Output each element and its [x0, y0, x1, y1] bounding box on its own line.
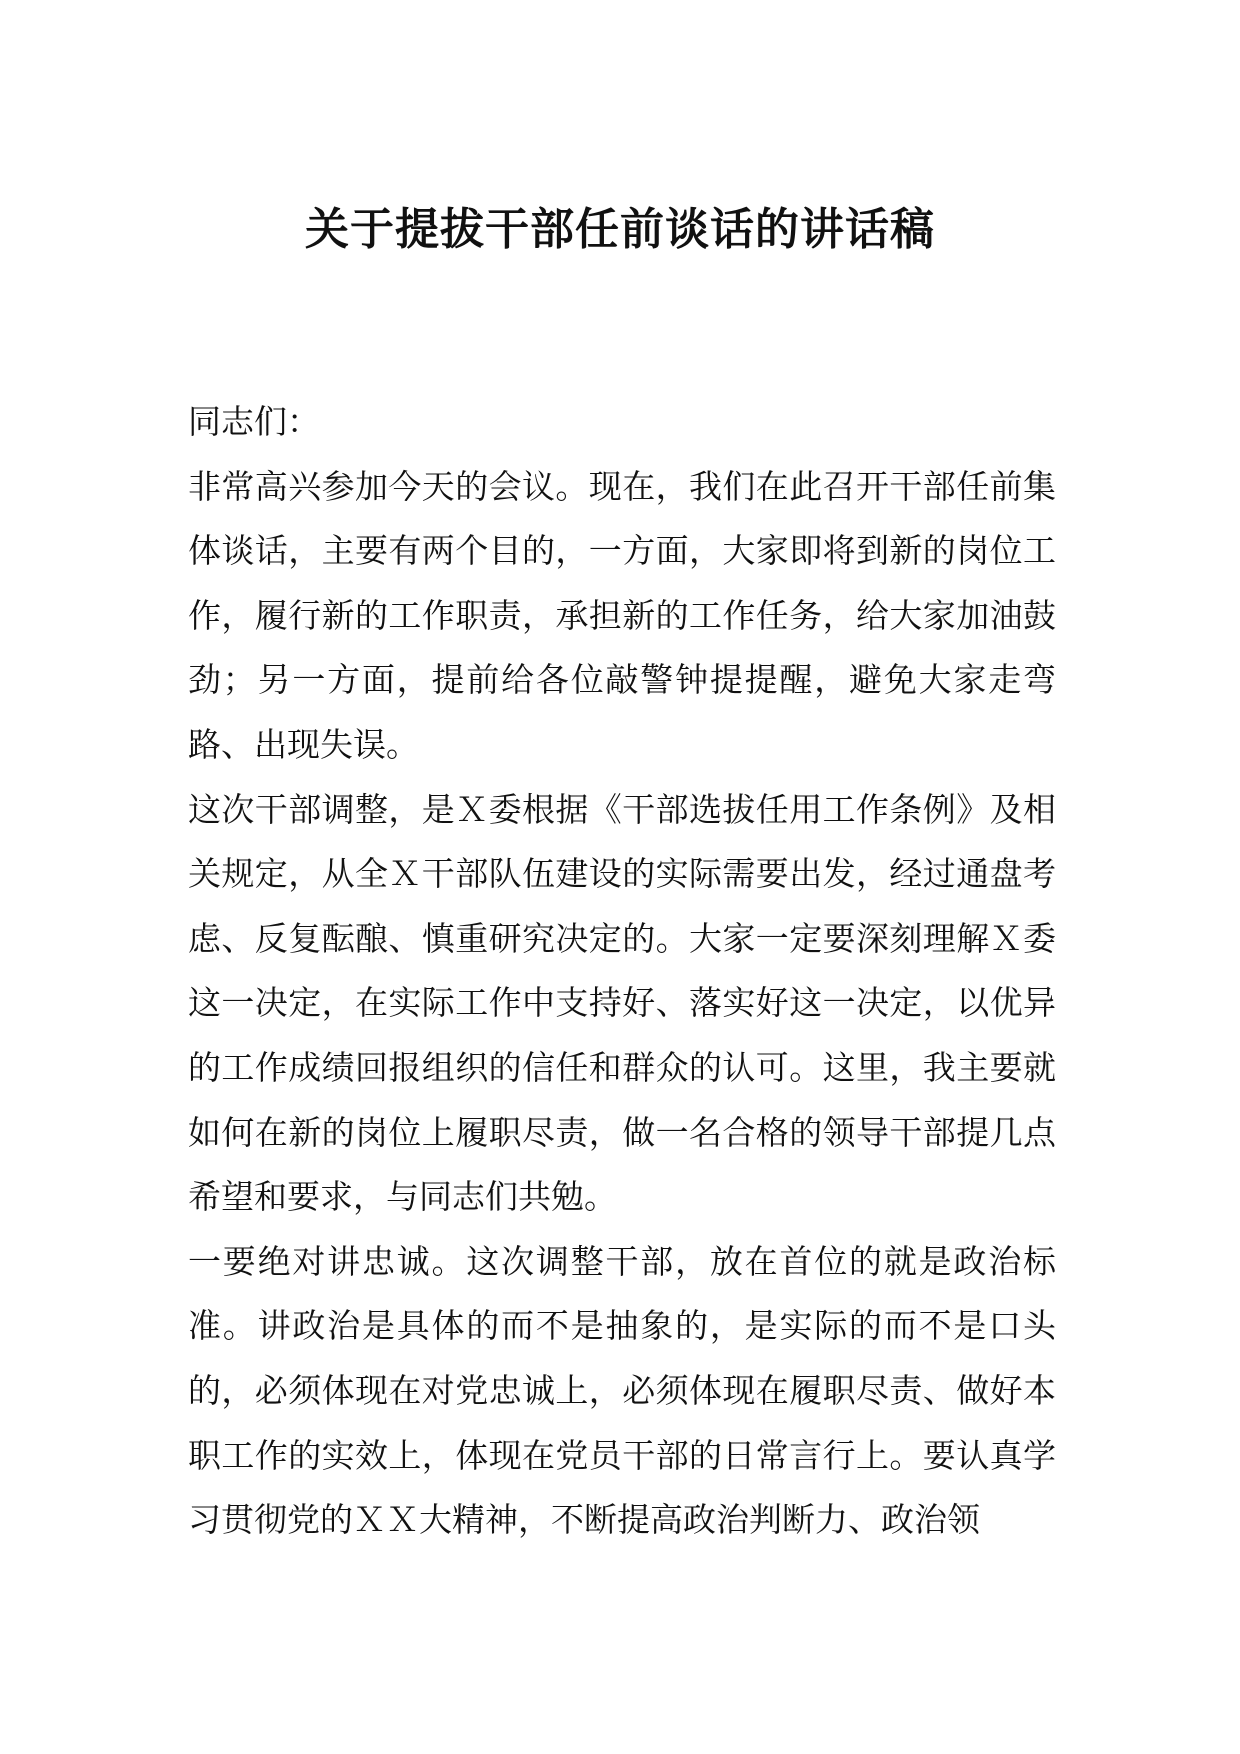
- document-body: [188, 390, 1056, 1553]
- body-paragraph: 这次干部调整，是Ｘ委根据《干部选拔任用工作条例》及相关规定，从全Ｘ干部队伍建设的实际需要出发，经过通盘考虑、反复酝酿、慎重研究决定的。大家一定要深刻理解Ｘ委这一决定，在实际工作中支持好、落实好这一决定，以优异的工作成绩回报组织的信任和群众的认可。这里，我主要就如何在新的岗位上履职尽责，做一名合格的领导干部提几点希望和要求，与同志们共勉。: [188, 789, 1056, 1217]
- body-paragraph: 非常高兴参加今天的会议。现在，我们在此召开干部任前集体谈话，主要有两个目的，一方面，大家即将到新的岗位工作，履行新的工作职责，承担新的工作任务，给大家加油鼓劲；另一方面，提前给各位敲警钟提提醒，避免大家走弯路、出现失误。: [188, 466, 1056, 764]
- body-paragraph: 一要绝对讲忠诚。这次调整干部，放在首位的就是政治标准。讲政治是具体的而不是抽象的，是实际的而不是口头的，必须体现在对党忠诚上，必须体现在履职尽责、做好本职工作的实效上，体现在党员干部的日常言行上。要认真学习贯彻党的ＸＸ大精神，不断提高政治判断力、政治领: [188, 1241, 1056, 1540]
- document-title: 关于提拔干部任前谈话的讲话稿: [305, 204, 935, 255]
- salutation-paragraph: 同志们：: [188, 402, 320, 441]
